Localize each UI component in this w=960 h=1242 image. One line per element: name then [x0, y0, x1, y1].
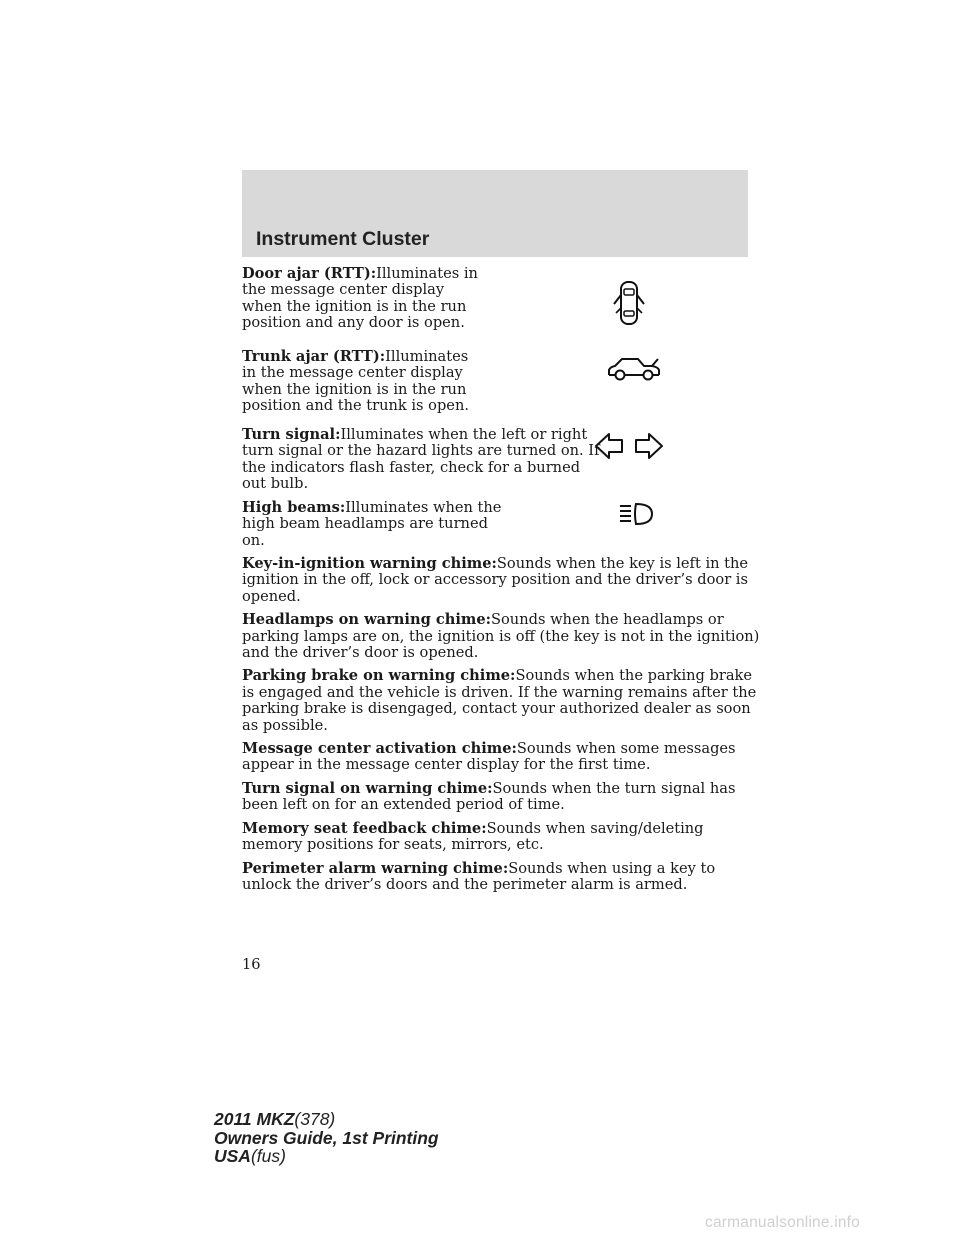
entry-text: Illuminates in the message center display when the ignition is in the run position and any door is open.: [242, 265, 478, 332]
turn-signal-icon: [594, 431, 664, 461]
entry-text: Illuminates when the high beam headlamps are turned on.: [242, 499, 502, 549]
chime-entry: [242, 556, 762, 605]
page-content: [242, 266, 762, 900]
door-ajar-icon: [612, 280, 646, 326]
entry-text: Illuminates in the message center display when the ignition is in the run position and the trunk is open.: [242, 348, 469, 415]
entry-term: Headlamps on warning chime:: [242, 611, 492, 629]
entry-text: Sounds when saving/deleting memory positions for seats, mirrors, etc.: [242, 819, 704, 854]
entry-term: High beams:: [242, 499, 346, 516]
chime-entry: [242, 781, 762, 814]
entry-term: Trunk ajar (RTT):: [242, 348, 386, 365]
entry-text: Sounds when the headlamps or parking lamps are on, the ignition is off (the key is not in the ignition) and the driver’s door is opened.: [242, 611, 760, 662]
door-ajar-entry: [242, 265, 762, 332]
chime-entry: [242, 821, 762, 854]
entry-term: Message center activation chime:: [242, 740, 517, 758]
entry-text: Sounds when the key is left in the ignition in the off, lock or accessory position and the driver’s door is opened.: [242, 555, 749, 605]
chime-entry: [242, 741, 762, 774]
footer-market-code: (fus): [250, 1146, 286, 1166]
entry-term: Turn signal:: [242, 426, 341, 443]
entry-term: Parking brake on warning chime:: [242, 667, 516, 685]
turn-signal-entry: [242, 427, 762, 493]
page-number: 16: [242, 956, 261, 973]
entry-term: Turn signal on warning chime:: [242, 779, 493, 797]
footer-code: (378): [294, 1109, 336, 1129]
high-beam-icon: [618, 502, 656, 526]
trunk-ajar-icon: [606, 355, 662, 383]
entry-term: Door ajar (RTT):: [242, 265, 377, 282]
footer-edition: Owners Guide, 1st Printing: [214, 1127, 439, 1148]
entry-term: Memory seat feedback chime:: [242, 819, 487, 837]
entry-text: Sounds when the parking brake is engaged and the vehicle is driven. If the warning remains after the parking brake is disengaged, contact your authorized dealer as soon as possible.: [242, 667, 757, 734]
footer-model: 2011 MKZ: [214, 1109, 295, 1129]
section-header: [242, 170, 748, 257]
entry-text: Sounds when the turn signal has been left on for an extended period of time.: [242, 779, 736, 814]
entry-text: Sounds when some messages appear in the message center display for the first time.: [242, 740, 736, 774]
print-footer: [214, 1110, 439, 1166]
high-beams-entry: [242, 499, 762, 549]
entry-term: Perimeter alarm warning chime:: [242, 859, 509, 877]
watermark: carmanualsonline.info: [705, 1214, 860, 1231]
chime-entry: [242, 668, 762, 734]
chime-entry: [242, 861, 762, 894]
trunk-ajar-entry: [242, 349, 762, 415]
footer-market: USA: [214, 1146, 251, 1166]
entry-text: Sounds when using a key to unlock the driver’s doors and the perimeter alarm is armed.: [242, 859, 716, 893]
entry-text: Illuminates when the left or right turn signal or the hazard lights are turned on. If the indicators flash faster, check for a burned out bulb.: [242, 426, 600, 493]
chime-entry: [242, 612, 762, 661]
entry-term: Key-in-ignition warning chime:: [242, 555, 497, 572]
section-title: Instrument Cluster: [256, 228, 430, 250]
